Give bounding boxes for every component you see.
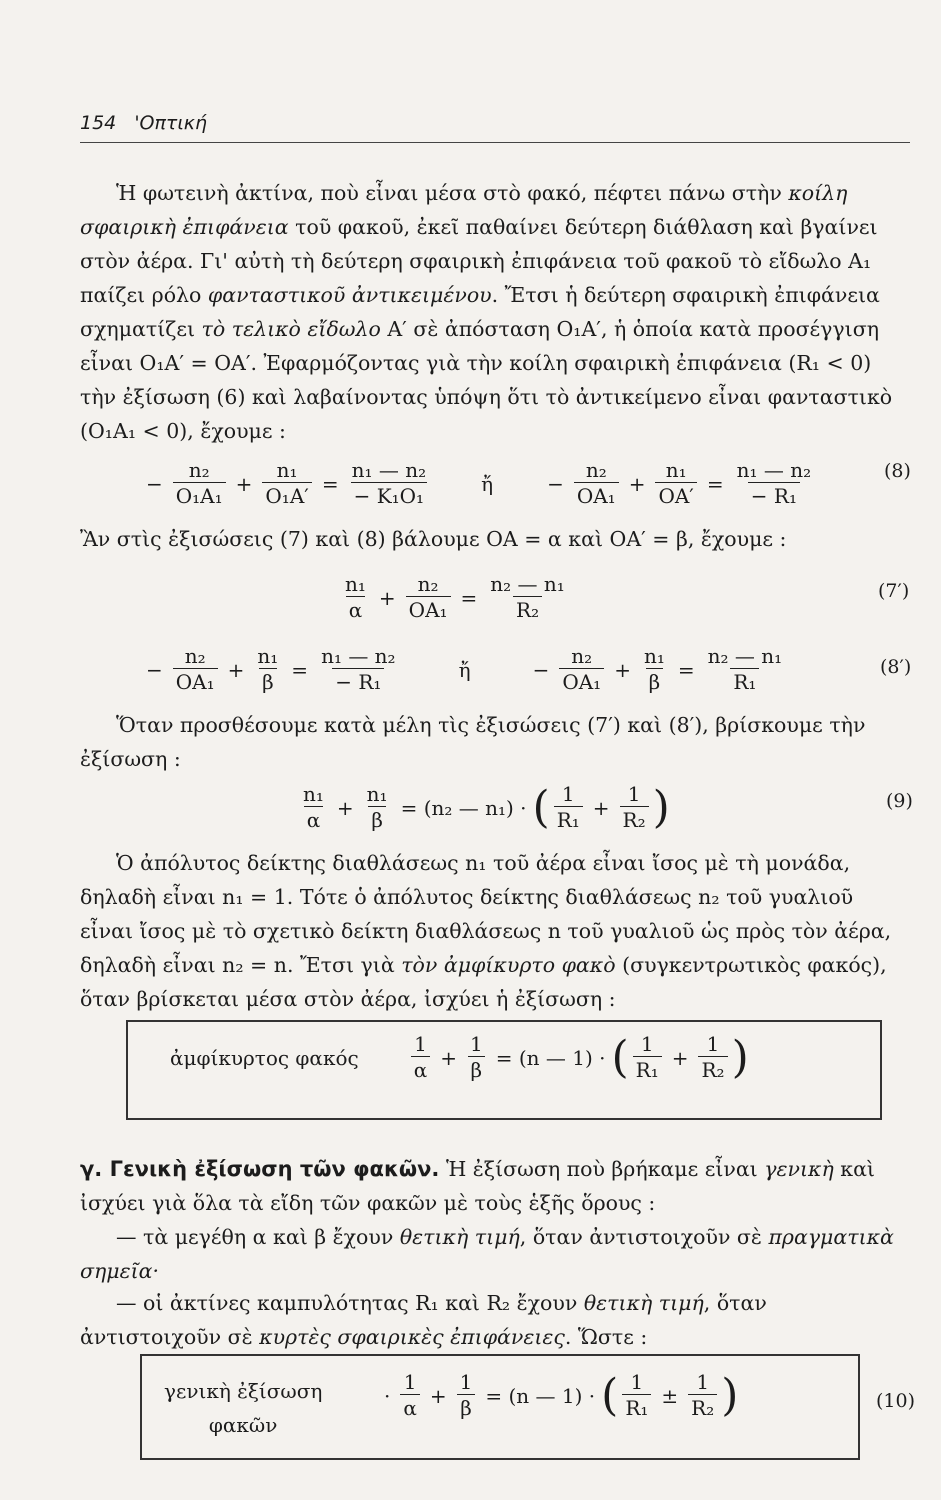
plus-sign: + [440, 1045, 457, 1070]
emphasis: κοίλη σφαιρικὴ ἐπιφάνεια [80, 181, 848, 239]
emphasis: πραγματικὰ σημεῖα· [80, 1225, 894, 1283]
denominator: β [646, 668, 664, 695]
fraction [734, 458, 815, 509]
left-paren: ( [532, 781, 550, 833]
denominator: O₁A′ [262, 482, 311, 509]
equation-number: (8′) [880, 656, 912, 678]
equals-sign: = [321, 471, 339, 496]
dot: · [384, 1383, 391, 1408]
denominator: − R₁ [332, 668, 384, 695]
emphasis: τὸ τελικὸ εἴδωλο [201, 317, 381, 341]
fraction [574, 458, 619, 509]
numerator: 1 [627, 782, 641, 806]
numerator: n₁ — n₂ [736, 458, 812, 482]
fraction [254, 644, 281, 695]
formula-label: ἀμφίκυρτος φακός [170, 1045, 359, 1070]
denominator: β [457, 1394, 475, 1421]
equation-8 [140, 458, 818, 509]
fraction [641, 644, 668, 695]
numerator: n₂ — n₁ [707, 644, 783, 668]
numerator: 1 [469, 1032, 483, 1056]
numerator: 1 [630, 1370, 644, 1394]
denominator: − K₁O₁ [351, 482, 428, 509]
denominator: − R₁ [748, 482, 800, 509]
denominator: OA′ [655, 482, 696, 509]
equation-number: (7′) [878, 580, 910, 602]
emphasis: κυρτὲς σφαιρικὲς ἐπιφάνειες [259, 1325, 565, 1349]
or-word: ἤ [458, 657, 471, 682]
text: . Ὥστε : [564, 1325, 648, 1349]
fraction [457, 1370, 476, 1421]
denominator: OA₁ [574, 482, 619, 509]
denominator: R₂ [513, 596, 542, 623]
fraction [349, 458, 430, 509]
fraction [633, 1032, 662, 1083]
right-paren: ) [652, 781, 670, 833]
denominator: α [346, 596, 366, 623]
equation-7-prime [338, 572, 572, 623]
fraction [655, 458, 696, 509]
text: , ὅταν ἀντιστοιχοῦν σὲ [80, 1291, 767, 1349]
denominator: OA₁ [173, 668, 218, 695]
section-general-equation [80, 1152, 906, 1220]
plus-sign: + [671, 1045, 689, 1070]
plus-sign: + [429, 1383, 447, 1408]
denominator: OA₁ [406, 596, 451, 623]
fraction [173, 644, 218, 695]
fraction [705, 644, 786, 695]
fraction [554, 782, 583, 833]
equation-number: (10) [876, 1390, 916, 1412]
numerator: n₁ [665, 458, 687, 482]
numerator: n₂ [417, 572, 439, 596]
numerator: n₁ [366, 782, 388, 806]
minus-sign: − [146, 657, 163, 682]
numerator: 1 [696, 1370, 710, 1394]
right-paren: ) [731, 1031, 749, 1083]
fraction [411, 1032, 431, 1083]
denominator: R₁ [633, 1056, 662, 1083]
emphasis: φανταστικοῦ ἀντικειμένου [207, 283, 492, 307]
denominator: α [400, 1394, 420, 1421]
numerator: n₁ [257, 644, 279, 668]
text: Ὁ ἀπόλυτος δείκτης διαθλάσεως n₁ τοῦ ἀέρα εἶναι ἴσος μὲ τὴ μονάδα, δηλαδὴ εἶναι n₁ = 1. Τότε ὁ ἀπόλυτος δείκτης διαθλάσεως n₂ τοῦ γυαλιοῦ εἶναι ἴσος μὲ τὸ σχετικὸ δείκτη διαθλάσεως n τοῦ γυαλιοῦ ὡς πρὸς τὸν ἀέρα, δηλαδὴ εἶναι n₂ = n. Ἔτσι γιὰ [80, 851, 892, 977]
fraction [467, 1032, 486, 1083]
denominator: R₂ [688, 1394, 717, 1421]
equation-9 [296, 782, 670, 833]
condition-item [80, 1286, 906, 1354]
fraction [300, 782, 327, 833]
equals-sign: = [677, 657, 695, 682]
numerator: 1 [640, 1032, 654, 1056]
denominator: β [368, 806, 386, 833]
minus-sign: − [532, 657, 550, 682]
general-lens-formula [378, 1370, 738, 1421]
numerator: n₁ [345, 572, 366, 596]
equals-sign: = [706, 471, 724, 496]
page-number: 154 [80, 112, 117, 134]
text: — οἱ ἀκτίνες καμπυλότητας R₁ καὶ R₂ ἔχουν [116, 1291, 584, 1315]
text: Ἡ φωτεινὴ ἀκτίνα, ποὺ εἶναι μέσα στὸ φακό, πέφτει πάνω στὴν [116, 181, 789, 205]
paragraph-refractive-index [80, 846, 906, 1016]
text: Ἡ ἐξίσωση ποὺ βρήκαμε εἶναι [439, 1157, 765, 1181]
denominator: R₁ [730, 668, 759, 695]
plus-sign: + [628, 471, 646, 496]
left-paren: ( [611, 1031, 629, 1083]
numerator: n₁ [276, 458, 298, 482]
plus-sign: + [614, 657, 631, 682]
general-lens-formula-box [140, 1354, 860, 1460]
denominator: β [259, 668, 277, 695]
equation-number: (9) [886, 790, 913, 812]
fraction [559, 644, 604, 695]
fraction [364, 782, 391, 833]
numerator: 1 [403, 1370, 417, 1394]
emphasis: θετικὴ τιμή [583, 1291, 704, 1315]
right-paren: ) [721, 1369, 739, 1421]
numerator: n₁ [303, 782, 324, 806]
fraction [622, 1370, 651, 1421]
paragraph-addition: Ὅταν προσθέσουμε κατὰ μέλη τὶς ἐξισώσεις (7′) καὶ (8′), βρίσκουμε τὴν ἐξίσωση : [80, 713, 866, 771]
denominator: α [304, 806, 324, 833]
formula-label-line: γενικὴ ἐξίσωση [164, 1379, 323, 1403]
denominator: R₂ [620, 806, 649, 833]
text: A′ σὲ ἀπόσταση O₁A′, ἡ ὁποία κατὰ προσέγγιση εἶναι O₁A′ = OA′. Ἐφαρμόζοντας γιὰ τὴν κοίλη σφαιρικὴ ἐπιφάνεια (R₁ < 0) τὴν ἐξίσωση (6) καὶ λαβαίνοντας ὑπόψη ὅτι τὸ ἀντικείμενο εἶναι φανταστικὸ (O₁A₁ < 0), ἔχουμε : [80, 317, 893, 443]
numerator: n₁ — n₂ [321, 644, 396, 668]
numerator: n₂ — n₁ [490, 572, 565, 596]
formula-label-line: φακῶν [208, 1413, 278, 1437]
text: τοῦ φακοῦ, ἐκεῖ παθαίνει δεύτερη διάθλαση καὶ βγαίνει στὸν ἀέρα. Γι' αὐτὴ τὴ δεύτερη σφαιρικὴ ἐπιφάνεια τοῦ φακοῦ τὸ εἴδωλο A₁ παίζει ρόλο [80, 215, 878, 307]
equation-8-prime [140, 644, 789, 695]
fraction [173, 458, 226, 509]
plus-minus-sign: ± [661, 1383, 679, 1408]
numerator: n₂ [571, 644, 593, 668]
numerator: n₂ [188, 458, 210, 482]
numerator: 1 [561, 782, 575, 806]
fraction [262, 458, 311, 509]
equals-sign: = [291, 657, 309, 682]
refractive-index-difference: = (n₂ — n₁) · [400, 795, 527, 820]
denominator: O₁A₁ [173, 482, 226, 509]
emphasis: γενικὴ [764, 1157, 834, 1181]
denominator: β [468, 1056, 486, 1083]
emphasis: θετικὴ τιμή [399, 1225, 520, 1249]
equals-sign: = [460, 585, 478, 610]
numerator: n₁ [643, 644, 665, 668]
text: . Ἔτσι ἡ δεύτερη σφαιρικὴ ἐπιφάνεια σχηματίζει [80, 283, 880, 341]
biconvex-lens-formula [170, 1032, 749, 1083]
fraction [698, 1032, 727, 1083]
denominator: R₂ [698, 1056, 727, 1083]
plus-sign: + [592, 795, 610, 820]
emphasis: τὸν ἀμφίκυρτο φακὸ [401, 953, 616, 977]
denominator: R₁ [622, 1394, 651, 1421]
condition-item [80, 1220, 906, 1288]
left-paren: ( [601, 1369, 619, 1421]
fraction [620, 782, 649, 833]
text: — τὰ μεγέθη α καὶ β ἔχουν [116, 1225, 400, 1249]
fraction [318, 644, 399, 695]
text: , ὅταν ἀντιστοιχοῦν σὲ [519, 1225, 769, 1249]
plus-sign: + [378, 585, 396, 610]
fraction [688, 1370, 717, 1421]
minus-sign: − [547, 471, 564, 496]
formula-label [164, 1374, 322, 1442]
section-heading: γ. Γενικὴ ἐξίσωση τῶν φακῶν. [80, 1157, 440, 1181]
numerator: 1 [414, 1032, 427, 1056]
denominator: α [411, 1056, 431, 1083]
text: καὶ ἰσχύει γιὰ ὅλα τὰ εἴδη τῶν φακῶν μὲ τοὺς ἑξῆς ὅρους : [80, 1157, 875, 1215]
numerator: 1 [459, 1370, 473, 1394]
plus-sign: + [235, 471, 253, 496]
text: (συγκεντρωτικὸς φακός), ὅταν βρίσκεται μέσα στὸν ἀέρα, ἰσχύει ἡ ἐξίσωση : [80, 953, 887, 1011]
plus-sign: + [227, 657, 245, 682]
denominator: OA₁ [559, 668, 604, 695]
lens-factor: = (n — 1) · [485, 1383, 596, 1408]
plus-sign: + [336, 795, 354, 820]
biconvex-lens-formula-box [126, 1020, 882, 1120]
numerator: n₁ — n₂ [351, 458, 427, 482]
numerator: n₂ [585, 458, 607, 482]
denominator: R₁ [554, 806, 583, 833]
page-header [80, 112, 910, 143]
fraction [487, 572, 568, 623]
fraction [342, 572, 369, 623]
chapter-title: 'Οπτική [134, 112, 208, 134]
numerator: 1 [706, 1032, 720, 1056]
equation-number: (8) [884, 460, 911, 482]
numerator: n₂ [184, 644, 206, 668]
paragraph-substitution: Ἂν στὶς ἐξισώσεις (7) καὶ (8) βάλουμε OA = α καὶ OA′ = β, ἔχουμε : [80, 527, 787, 551]
lens-factor: = (n — 1) · [495, 1045, 606, 1070]
minus-sign: − [146, 471, 163, 496]
fraction [400, 1370, 420, 1421]
or-word: ἤ [481, 471, 494, 496]
fraction [406, 572, 451, 623]
paragraph-lens-refraction [80, 176, 906, 448]
